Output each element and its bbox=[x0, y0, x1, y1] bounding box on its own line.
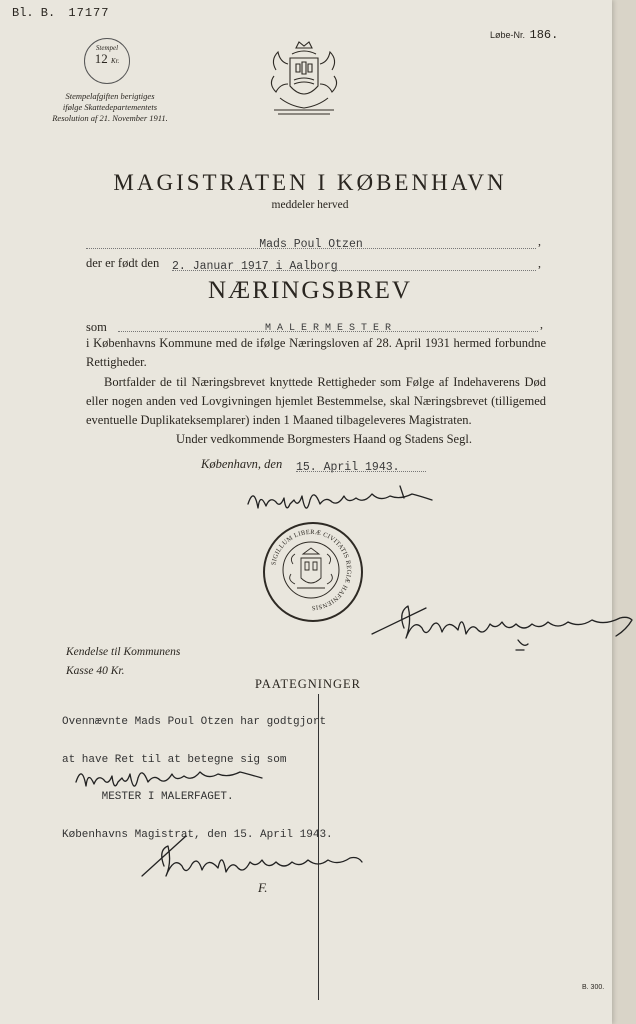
reference-label: Bl. B. bbox=[12, 6, 56, 20]
stamp-note-line: Stempelafgiften berigtiges bbox=[65, 91, 155, 101]
place-label: København, den bbox=[201, 457, 283, 471]
stamp-note-line: ifølge Skattedepartementets bbox=[62, 102, 158, 112]
profession-field bbox=[118, 317, 538, 332]
page-title: MAGISTRATEN I KØBENHAVN bbox=[113, 170, 507, 195]
signature-mayor-icon bbox=[240, 478, 440, 528]
annotation-line: Københavns Magistrat, den 15. April 1943. bbox=[62, 828, 333, 841]
profession-value: M A L E R M E S T E R bbox=[264, 323, 392, 334]
annotations-heading: PAATEGNINGER bbox=[255, 677, 361, 691]
document-title: NÆRINGSBREV bbox=[208, 277, 412, 304]
signature-official-annotation-icon bbox=[138, 826, 368, 906]
comma: , bbox=[538, 256, 541, 270]
born-field bbox=[172, 256, 536, 271]
stamp-note bbox=[30, 91, 190, 124]
paragraph-expiry: Bortfalder de til Næringsbrevet knyttede Rettigheder som Følge af Indehaverens Død eller nogen anden ved Lovgivningen hjemlet Bestemmelse, skal Næringsbrevet (tilligemed eventuelle Duplikateksemplarer) inden 1 Maaned tilbageleveres Magistraten. bbox=[86, 375, 546, 427]
som-label: som bbox=[86, 320, 107, 334]
holder-name-field bbox=[86, 234, 536, 249]
stamp-label: Stempel bbox=[95, 44, 119, 52]
annotation-line: Ovennævnte Mads Poul Otzen har godtgjort bbox=[62, 716, 327, 728]
born-value: 2. Januar 1917 i Aalborg bbox=[172, 260, 338, 273]
lobe-value: 186. bbox=[529, 28, 559, 42]
coat-of-arms-icon bbox=[266, 40, 342, 118]
annotation-line: MESTER I MALERFAGET. bbox=[62, 791, 234, 803]
comma: , bbox=[538, 234, 541, 248]
signature-mayor-annotation-icon bbox=[68, 758, 268, 806]
annotation-line: at have Ret til at betegne sig som bbox=[62, 753, 287, 766]
date-value: 15. April 1943. bbox=[296, 461, 400, 474]
lobe-number bbox=[490, 28, 558, 42]
stamp-unit: Kr. bbox=[110, 57, 120, 65]
fee-line-2: Kasse 40 Kr. bbox=[66, 665, 125, 677]
city-seal bbox=[263, 522, 363, 622]
reference-number bbox=[12, 6, 109, 20]
fee-line-1: Kendelse til Kommunens bbox=[66, 646, 181, 658]
lobe-label: Løbe-Nr. bbox=[490, 30, 526, 40]
paragraph-rights: i Københavns Kommune med de ifølge Næringsloven af 28. April 1931 hermed forbundne Rettigheder. bbox=[86, 336, 546, 369]
seal-emblem-icon bbox=[263, 522, 359, 618]
stamp-circle bbox=[84, 38, 130, 84]
page-subtitle: meddeler herved bbox=[271, 199, 349, 211]
fee-note bbox=[66, 643, 180, 681]
holder-name: Mads Poul Otzen bbox=[259, 238, 363, 251]
paragraph-seal: Under vedkommende Borgmesters Haand og Stadens Segl. bbox=[176, 432, 472, 446]
signature-official-icon bbox=[368, 588, 636, 668]
seal-text: SIGILLUM LIBERÆ CIVITATIS REGIÆ HAFNIENSIS bbox=[270, 528, 353, 612]
reference-value: 17177 bbox=[68, 6, 110, 20]
stamp-amount: 12 bbox=[94, 51, 108, 66]
date-field bbox=[296, 457, 426, 472]
born-label: der er født den bbox=[86, 256, 160, 270]
stamp-note-line: Resolution af 21. November 1911. bbox=[52, 113, 168, 123]
form-code: B. 300. bbox=[582, 984, 605, 991]
signature-initial: F. bbox=[258, 880, 268, 895]
comma: , bbox=[540, 317, 543, 331]
